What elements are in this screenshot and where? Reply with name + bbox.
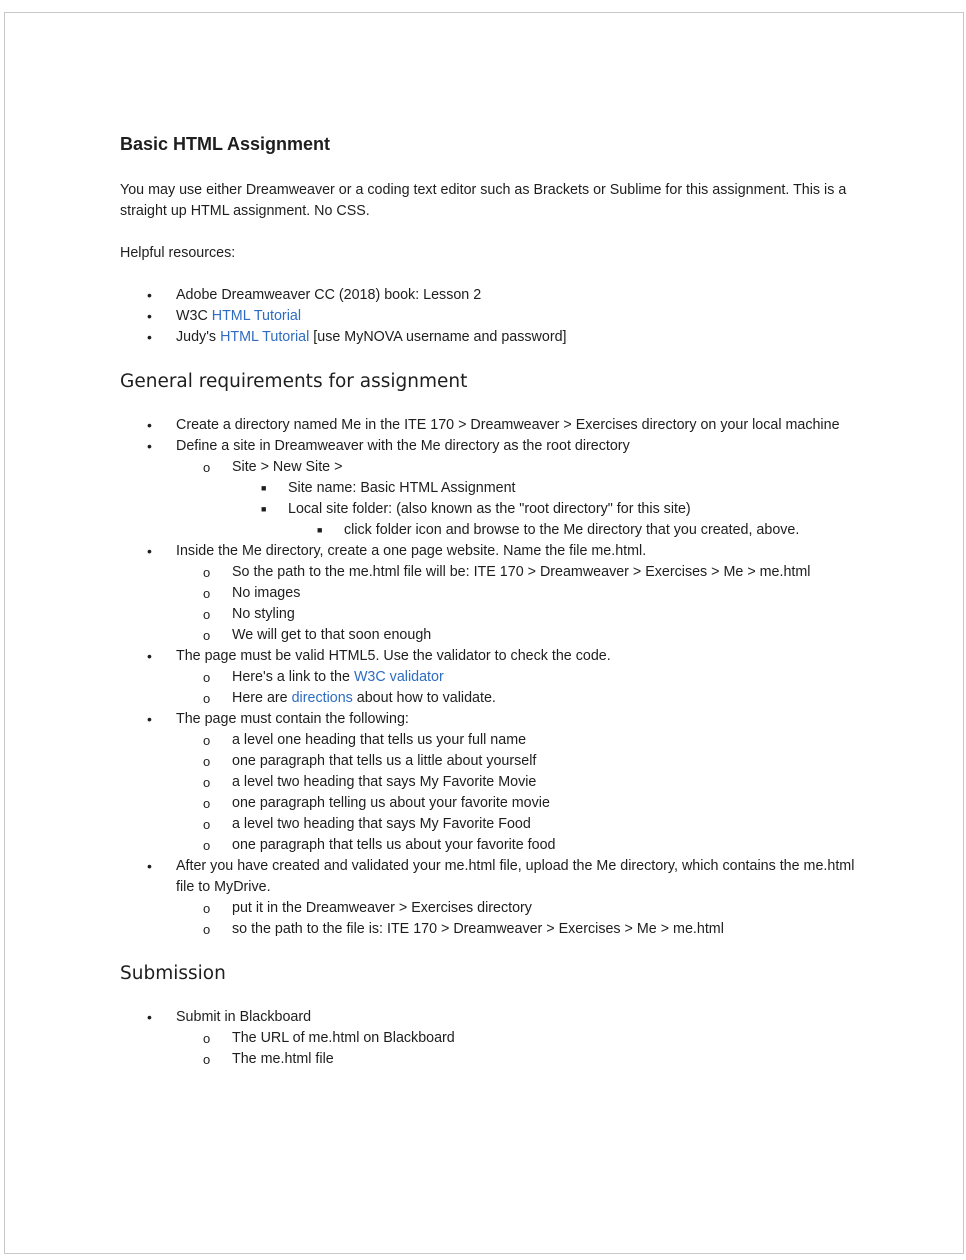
circle-marker: o: [203, 1052, 211, 1067]
circle-marker: o: [203, 586, 211, 601]
list-item: [176, 730, 865, 751]
requirement-text: Define a site in Dreamweaver with the Me directory as the root directory: [176, 438, 630, 454]
requirement-text: so the path to the file is: ITE 170 > Dreamweaver > Exercises > Me > me.html: [232, 921, 724, 937]
requirement-text: The page must be valid HTML5. Use the validator to check the code.: [176, 648, 611, 664]
bullet-marker: •: [147, 287, 152, 303]
list-item: [176, 814, 865, 835]
list-item: [120, 646, 865, 709]
list-item: [176, 835, 865, 856]
circle-marker: o: [203, 901, 211, 916]
list-item: [176, 772, 865, 793]
resource-text: W3C: [176, 308, 212, 324]
circle-marker: o: [203, 817, 211, 832]
list-item: [176, 898, 865, 919]
circle-marker: o: [203, 838, 211, 853]
square-marker: ■: [317, 525, 323, 535]
sub-list: [176, 1028, 865, 1070]
requirement-text: After you have created and validated your me.html file, upload the Me directory, which contains the me.html file to MyDrive.: [176, 858, 855, 895]
list-item: [176, 1049, 865, 1070]
requirement-text: Site name: Basic HTML Assignment: [288, 480, 516, 496]
list-item: [120, 285, 865, 306]
judys-html-tutorial-link[interactable]: HTML Tutorial: [220, 329, 310, 345]
requirement-text: a level one heading that tells us your full name: [232, 732, 527, 748]
document-page: [4, 12, 964, 1254]
submission-text: Submit in Blackboard: [176, 1009, 312, 1025]
list-item: [176, 583, 865, 604]
helpful-resources-label: Helpful resources:: [120, 245, 236, 261]
list-item: [232, 478, 865, 499]
list-item: [176, 625, 865, 646]
sub-list: [176, 898, 865, 940]
list-item: [176, 793, 865, 814]
list-item: [120, 541, 865, 646]
circle-marker: o: [203, 1031, 211, 1046]
resource-text: Adobe Dreamweaver CC (2018) book: Lesson 2: [176, 287, 482, 303]
list-item: [120, 856, 865, 940]
list-item: [176, 667, 865, 688]
bullet-marker: •: [147, 543, 152, 559]
list-item: [176, 919, 865, 940]
circle-marker: o: [203, 460, 211, 475]
circle-marker: o: [203, 565, 211, 580]
requirement-text: We will get to that soon enough: [232, 627, 432, 643]
list-item: [120, 327, 865, 348]
circle-marker: o: [203, 628, 211, 643]
list-item: [120, 415, 865, 436]
circle-marker: o: [203, 796, 211, 811]
requirement-text: about how to validate.: [352, 690, 496, 706]
requirement-text: click folder icon and browse to the Me directory that you created, above.: [344, 522, 800, 538]
submission-text: The URL of me.html on Blackboard: [232, 1030, 455, 1046]
bullet-marker: •: [147, 308, 152, 324]
list-item: [120, 709, 865, 856]
list-item: [176, 457, 865, 541]
bullet-marker: •: [147, 417, 152, 433]
requirement-text: The page must contain the following:: [176, 711, 409, 727]
list-item: [120, 306, 865, 327]
requirement-text: Site > New Site >: [232, 459, 343, 475]
sub-list: [176, 562, 865, 646]
requirement-text: Here's a link to the: [232, 669, 354, 685]
requirement-text: put it in the Dreamweaver > Exercises directory: [232, 900, 532, 916]
requirement-text: Inside the Me directory, create a one page website. Name the file me.html.: [176, 543, 647, 559]
document-content: [120, 131, 865, 1070]
circle-marker: o: [203, 670, 211, 685]
submission-heading: Submission: [120, 963, 226, 984]
circle-marker: o: [203, 922, 211, 937]
requirement-text: a level two heading that says My Favorite Food: [232, 816, 531, 832]
circle-marker: o: [203, 754, 211, 769]
requirement-text: one paragraph that tells us a little about yourself: [232, 753, 537, 769]
bullet-marker: •: [147, 711, 152, 727]
list-item: [176, 562, 865, 583]
list-item: [232, 499, 865, 541]
requirement-text: No styling: [232, 606, 295, 622]
general-requirements-list: [120, 415, 865, 940]
resources-list: [120, 285, 865, 348]
list-item: [176, 688, 865, 709]
requirement-text: Create a directory named Me in the ITE 170 > Dreamweaver > Exercises directory on your local machine: [176, 417, 840, 433]
bullet-marker: •: [147, 1009, 152, 1025]
sub-list: [176, 667, 865, 709]
circle-marker: o: [203, 607, 211, 622]
requirement-text: Local site folder: (also known as the "root directory" for this site): [288, 501, 691, 517]
requirement-text: one paragraph telling us about your favorite movie: [232, 795, 550, 811]
circle-marker: o: [203, 733, 211, 748]
list-item: [176, 1028, 865, 1049]
square-marker: ■: [261, 483, 267, 493]
requirement-text: So the path to the me.html file will be: ITE 170 > Dreamweaver > Exercises > Me > me.html: [232, 564, 811, 580]
list-item: [288, 520, 865, 541]
requirement-text: a level two heading that says My Favorite Movie: [232, 774, 537, 790]
w3c-html-tutorial-link[interactable]: HTML Tutorial: [211, 308, 301, 324]
circle-marker: o: [203, 691, 211, 706]
square-marker: ■: [261, 504, 267, 514]
general-requirements-heading: General requirements for assignment: [120, 371, 468, 392]
list-item: [120, 436, 865, 541]
sub-sub-sub-list: [288, 520, 865, 541]
resource-text: [use MyNOVA username and password]: [309, 329, 567, 345]
resource-text: Judy's: [176, 329, 221, 345]
sub-list: [176, 457, 865, 541]
list-item: [176, 604, 865, 625]
submission-list: [120, 1007, 865, 1070]
document-title: Basic HTML Assignment: [120, 134, 331, 154]
submission-text: The me.html file: [232, 1051, 334, 1067]
w3c-validator-link[interactable]: W3C validator: [353, 669, 444, 685]
bullet-marker: •: [147, 648, 152, 664]
bullet-marker: •: [147, 329, 152, 345]
bullet-marker: •: [147, 858, 152, 874]
sub-list: [176, 730, 865, 856]
circle-marker: o: [203, 775, 211, 790]
requirement-text: No images: [232, 585, 301, 601]
sub-sub-list: [232, 478, 865, 541]
list-item: [120, 1007, 865, 1070]
directions-link[interactable]: directions: [291, 690, 353, 706]
list-item: [176, 751, 865, 772]
requirement-text: Here are: [232, 690, 292, 706]
requirement-text: one paragraph that tells us about your favorite food: [232, 837, 556, 853]
intro-paragraph: You may use either Dreamweaver or a coding text editor such as Brackets or Sublime for this assignment. This is a straight up HTML assignment. No CSS.: [120, 182, 847, 219]
bullet-marker: •: [147, 438, 152, 454]
